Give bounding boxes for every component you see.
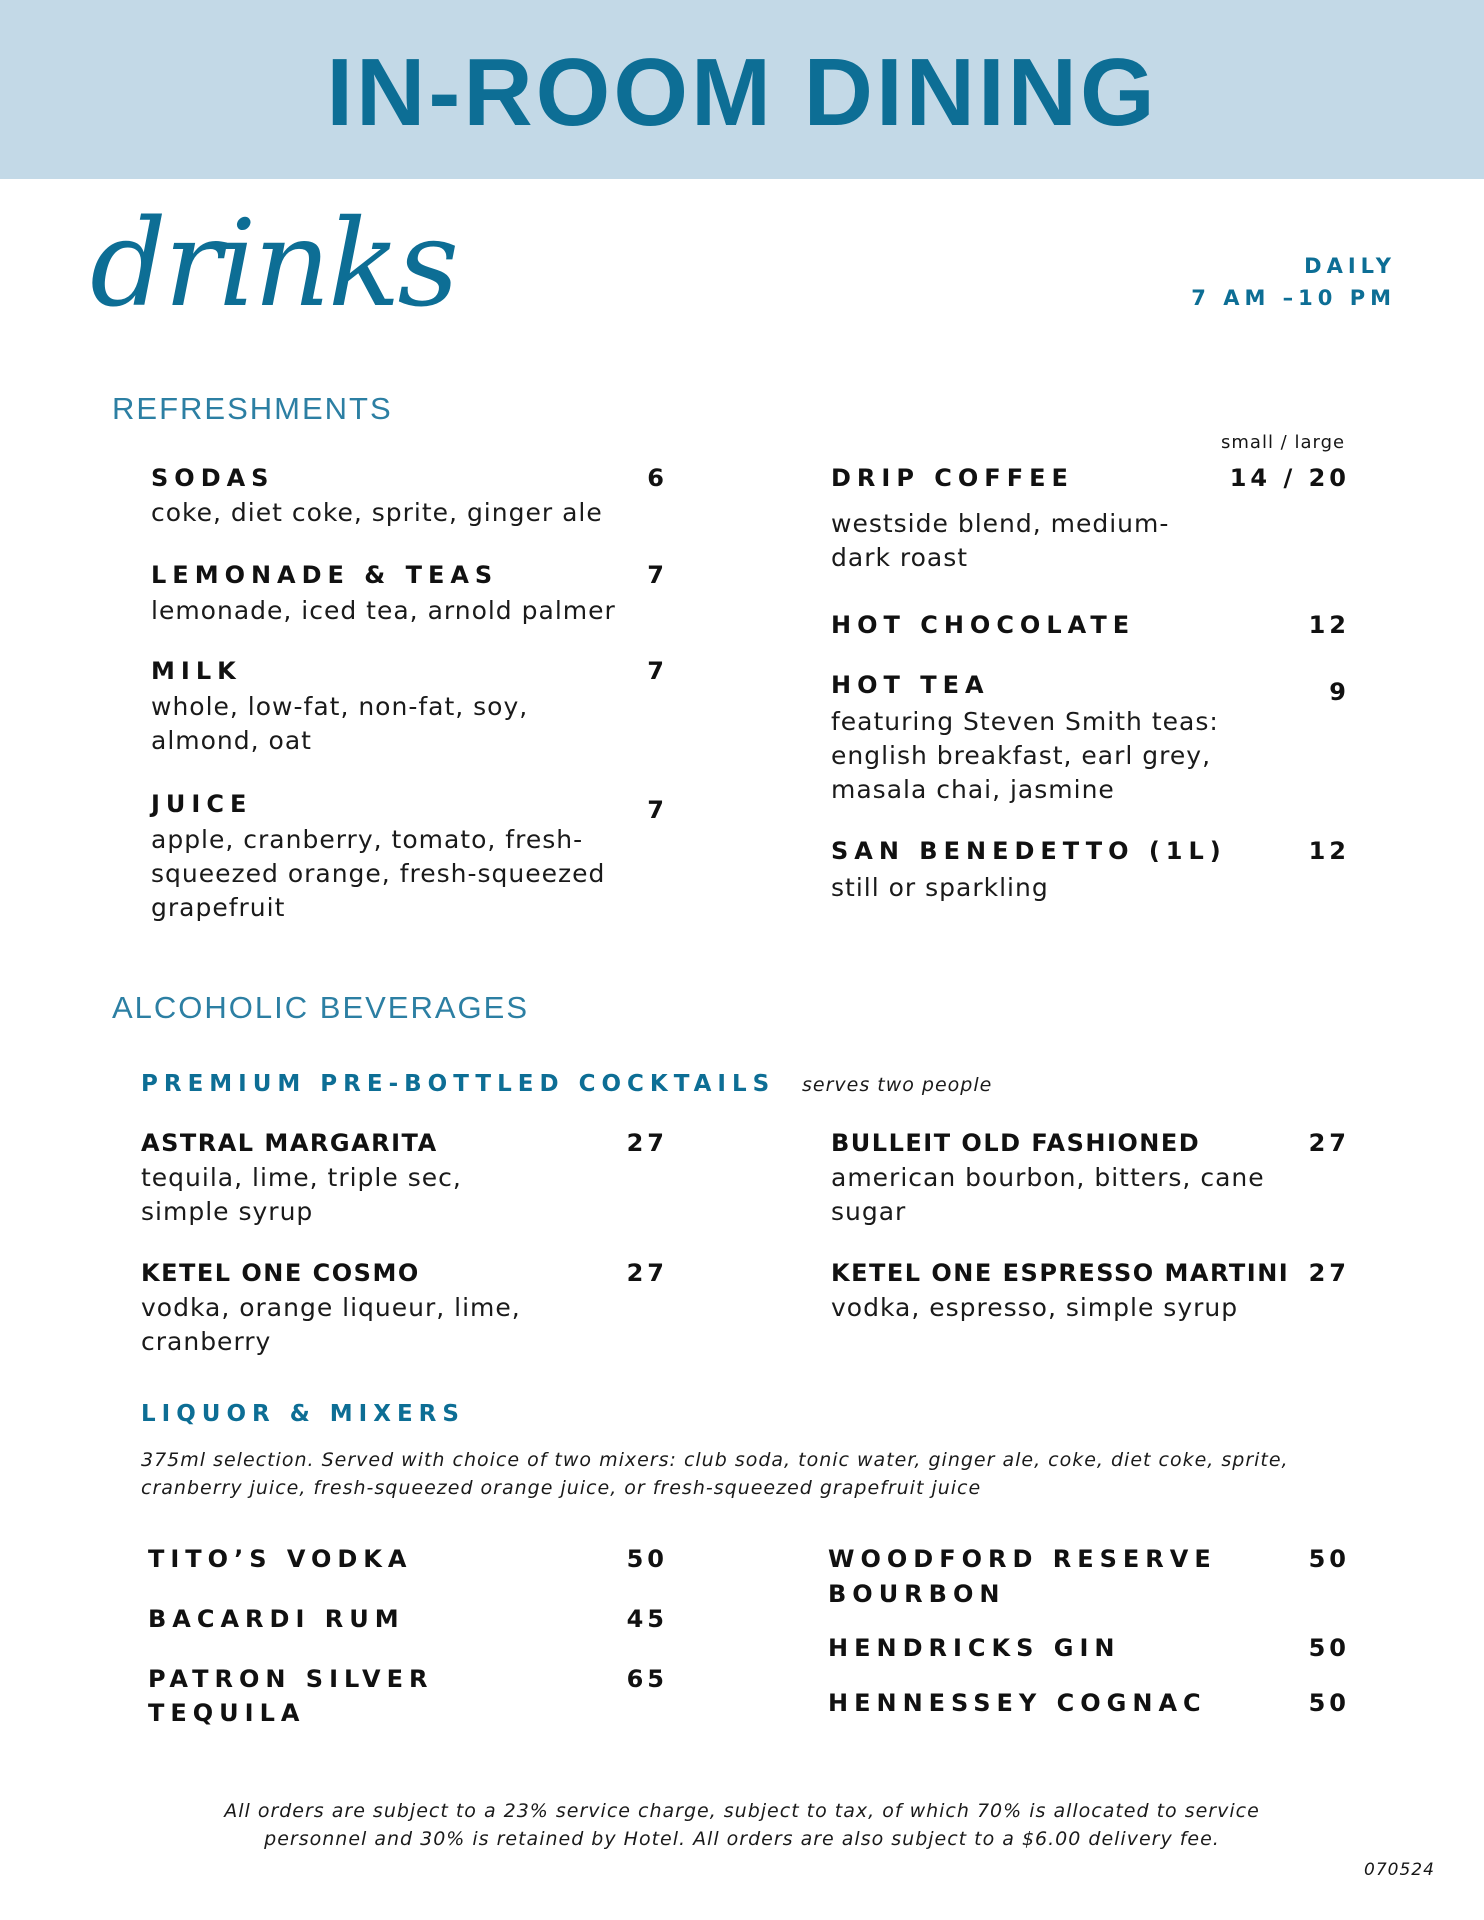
menu-item-description: squeezed orange, fresh-squeezed [151,859,606,888]
menu-item-description: still or sparkling [831,873,1049,902]
menu-item-price: 9 [1329,678,1350,706]
cocktail-price: 27 [626,1259,668,1287]
cocktail-price: 27 [626,1129,668,1157]
page-title: IN-ROOM DINING [326,39,1158,146]
menu-item-name: HOT CHOCOLATE [831,611,1136,639]
menu-item-name: SAN BENEDETTO (1L) [831,837,1227,865]
liquor-price: 50 [1308,1634,1350,1662]
liquor-note: 375ml selection. Served with choice of two mixers: club soda, tonic water, ginger ale, coke, diet coke, sprite, [141,1449,1289,1471]
cocktail-price: 27 [1308,1129,1350,1157]
menu-item-name: SODAS [151,464,275,492]
menu-item-price: 14 / 20 [1229,464,1350,492]
cocktail-name: KETEL ONE ESPRESSO MARTINI [831,1259,1290,1287]
cocktail-description: cranberry [141,1327,272,1356]
menu-item-price: 7 [647,657,668,685]
menu-item-name: LEMONADE & TEAS [151,561,499,589]
menu-item-description: dark roast [831,543,969,572]
menu-item-description: grapefruit [151,893,286,922]
cocktail-name: BULLEIT OLD FASHIONED [831,1129,1201,1157]
cocktail-price: 27 [1308,1259,1350,1287]
cocktail-description: vodka, orange liqueur, lime, [141,1293,521,1322]
liquor-name: TITO’S VODKA [148,1545,413,1573]
section-refreshments-heading: REFRESHMENTS [112,391,393,426]
menu-item-description: coke, diet coke, sprite, ginger ale [151,498,603,527]
cocktail-description: simple syrup [141,1197,314,1226]
liquor-price: 50 [626,1545,668,1573]
cocktail-description: vodka, espresso, simple syrup [831,1293,1239,1322]
hours-label: DAILY [1304,254,1396,278]
footer-note: All orders are subject to a 23% service charge, subject to tax, of which 70% is allocated to service [224,1800,1260,1822]
cocktails-heading: PREMIUM PRE-BOTTLED COCKTAILS [141,1071,776,1097]
menu-item-price: 6 [647,464,668,492]
cocktail-name: KETEL ONE COSMO [141,1259,420,1287]
menu-item-description: english breakfast, earl grey, [831,741,1212,770]
cocktail-description: sugar [831,1197,907,1226]
document-code: 070524 [1364,1860,1435,1880]
drinks-script-title: drinks [90,195,457,334]
liquor-price: 50 [1308,1689,1350,1717]
size-note: small / large [1221,432,1346,453]
liquor-name: HENNESSEY COGNAC [828,1689,1207,1717]
liquor-price: 45 [626,1605,668,1633]
hours-text: 7 AM –10 PM [1191,286,1396,310]
menu-item-price: 12 [1308,611,1350,639]
liquor-name: PATRON SILVER [148,1665,434,1693]
menu-item-price: 12 [1308,837,1350,865]
menu-item-name: HOT TEA [831,671,990,699]
menu-item-description: featuring Steven Smith teas: [831,707,1219,736]
liquor-name: HENDRICKS GIN [828,1634,1121,1662]
section-alcohol-heading: ALCOHOLIC BEVERAGES [112,990,530,1025]
menu-item-description: lemonade, iced tea, arnold palmer [151,596,616,625]
menu-item-description: whole, low-fat, non-fat, soy, [151,692,529,721]
liquor-price: 65 [626,1665,668,1693]
menu-item-price: 7 [647,796,668,824]
liquor-heading: LIQUOR & MIXERS [141,1401,465,1427]
cocktail-description: american bourbon, bitters, cane [831,1163,1265,1192]
menu-item-description: masala chai, jasmine [831,775,1115,804]
liquor-price: 50 [1308,1545,1350,1573]
footer-note: personnel and 30% is retained by Hotel. All orders are also subject to a $6.00 delivery fee. [264,1828,1220,1850]
cocktails-note: serves two people [802,1074,993,1096]
liquor-note: cranberry juice, fresh-squeezed orange juice, or fresh-squeezed grapefruit juice [141,1477,982,1499]
liquor-name: WOODFORD RESERVE [828,1545,1217,1573]
liquor-name: TEQUILA [148,1699,306,1727]
liquor-name: BACARDI RUM [148,1605,405,1633]
menu-item-description: apple, cranberry, tomato, fresh- [151,825,584,854]
menu-item-price: 7 [647,561,668,589]
menu-item-description: almond, oat [151,726,312,755]
cocktail-description: tequila, lime, triple sec, [141,1163,462,1192]
cocktail-name: ASTRAL MARGARITA [141,1129,438,1157]
menu-item-name: DRIP COFFEE [831,464,1074,492]
menu-item-name: JUICE [151,790,253,818]
menu-item-description: westside blend, medium- [831,509,1170,538]
liquor-name: BOURBON [828,1580,1006,1608]
menu-item-name: MILK [151,657,242,685]
